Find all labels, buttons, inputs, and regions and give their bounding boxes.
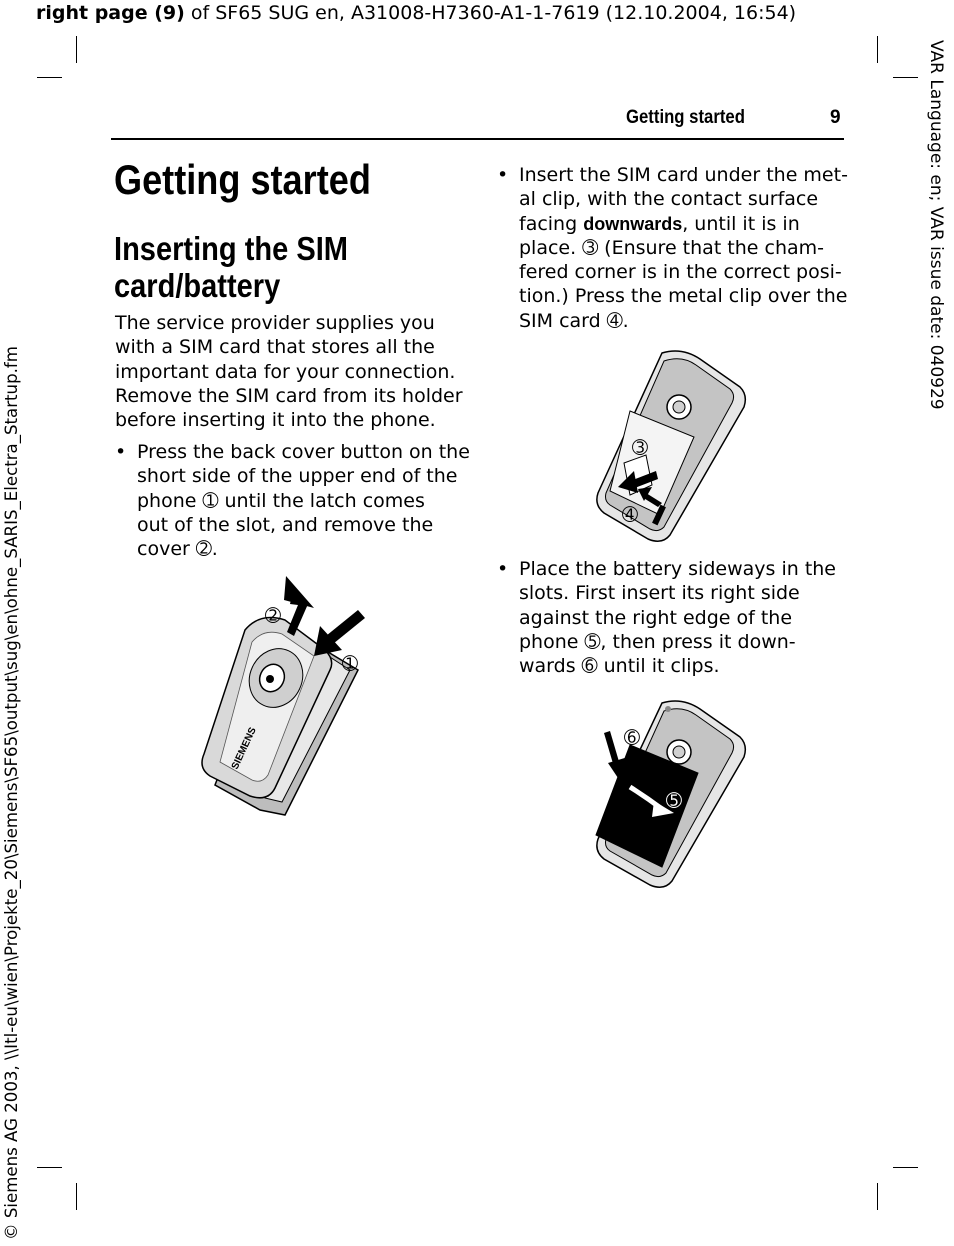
intro-line: Remove the SIM card from its holder — [115, 384, 463, 407]
intro-line: before inserting it into the phone. — [115, 409, 436, 432]
bullet-text-part: facing — [519, 212, 584, 235]
crop-mark — [76, 1183, 77, 1210]
bullet-symbol: • — [497, 164, 509, 186]
bullet-line: al clip, with the contact surface — [519, 188, 819, 211]
bullet-text — [519, 163, 848, 333]
step-label: ➀ — [342, 653, 358, 675]
step-label: ➁ — [265, 605, 281, 627]
emphasis-downwards: downwards — [583, 213, 683, 234]
back-cover-illustration — [202, 618, 332, 798]
bullet-text-part: , until it is in — [682, 212, 800, 235]
bullet-line: fered corner is in the correct posi- — [519, 261, 842, 284]
left-margin-text: © Siemens AG 2003, \\Itl-eu\wien\Projekte_20\Siemens\SF65\output\sug\en\ohne_SARIS_Electra_Startup.fm — [2, 346, 21, 1240]
figure-remove-cover — [190, 570, 380, 820]
intro-line: important data for your connection. — [115, 360, 456, 383]
page-number: 9 — [830, 107, 841, 128]
crop-mark — [37, 1167, 62, 1168]
bullet-line: Place the battery sideways in the — [519, 558, 836, 580]
bullet-line: Insert the SIM card under the met- — [519, 164, 848, 186]
step-label: ➅ — [624, 727, 640, 749]
bullet-text — [137, 440, 470, 561]
bullet-line: short side of the upper end of the — [137, 465, 458, 488]
file-info-rest: of SF65 SUG en, A31008-H7360-A1-1-7619 (12.10.2004, 16:54) — [184, 2, 797, 24]
bullet-remove-cover — [115, 440, 475, 570]
right-margin-text: VAR Language: en; VAR issue date: 040929 — [926, 40, 946, 410]
step-label: ➄ — [666, 790, 682, 812]
intro-line: The service provider supplies you — [115, 312, 435, 334]
section-heading — [114, 230, 348, 304]
intro-line: with a SIM card that stores all the — [115, 336, 435, 359]
step-label: ➃ — [622, 504, 638, 526]
bullet-line: tion.) Press the metal clip over the — [519, 285, 848, 308]
bullet-line: slots. First insert its right side — [519, 582, 800, 605]
bullet-symbol: • — [497, 558, 509, 580]
bullet-line: place. ➂ (Ensure that the cham- — [519, 236, 825, 259]
bullet-line: SIM card ➃. — [519, 309, 629, 332]
bullet-line: out of the slot, and remove the — [137, 513, 434, 536]
page-title: Getting started — [114, 156, 371, 203]
intro-paragraph — [115, 311, 465, 432]
bullet-text — [519, 557, 836, 678]
figure-insert-battery — [590, 697, 750, 892]
section-heading-line: card/battery — [114, 267, 281, 304]
bullet-line — [519, 212, 848, 236]
bullet-line: against the right edge of the — [519, 606, 793, 629]
step-label: ➂ — [632, 437, 648, 459]
bullet-symbol: • — [115, 441, 127, 463]
siemens-logo: SIEMENS — [229, 725, 259, 772]
file-info-bold: right page (9) — [36, 2, 185, 24]
section-heading-line: Inserting the SIM — [114, 230, 348, 267]
crop-mark — [37, 77, 62, 78]
header-rule — [111, 138, 844, 140]
bullet-line: wards ➅ until it clips. — [519, 655, 720, 678]
bullet-line: phone ➀ until the latch comes — [137, 489, 425, 512]
bullet-line: phone ➄, then press it down- — [519, 630, 796, 653]
bullet-line: cover ➁. — [137, 538, 218, 561]
bullet-insert-battery — [497, 557, 847, 682]
figure-insert-sim — [590, 345, 750, 545]
bullet-line: Press the back cover button on the — [137, 441, 470, 463]
crop-mark — [76, 36, 77, 63]
arrow-press-button — [314, 610, 365, 656]
phone-back-illustration — [597, 351, 745, 541]
file-info-line — [36, 2, 796, 24]
crop-mark — [877, 1183, 878, 1210]
crop-mark — [877, 36, 878, 63]
running-head: Getting started — [626, 107, 745, 128]
crop-mark — [893, 1167, 918, 1168]
crop-mark — [893, 77, 918, 78]
bullet-insert-sim — [497, 163, 847, 333]
